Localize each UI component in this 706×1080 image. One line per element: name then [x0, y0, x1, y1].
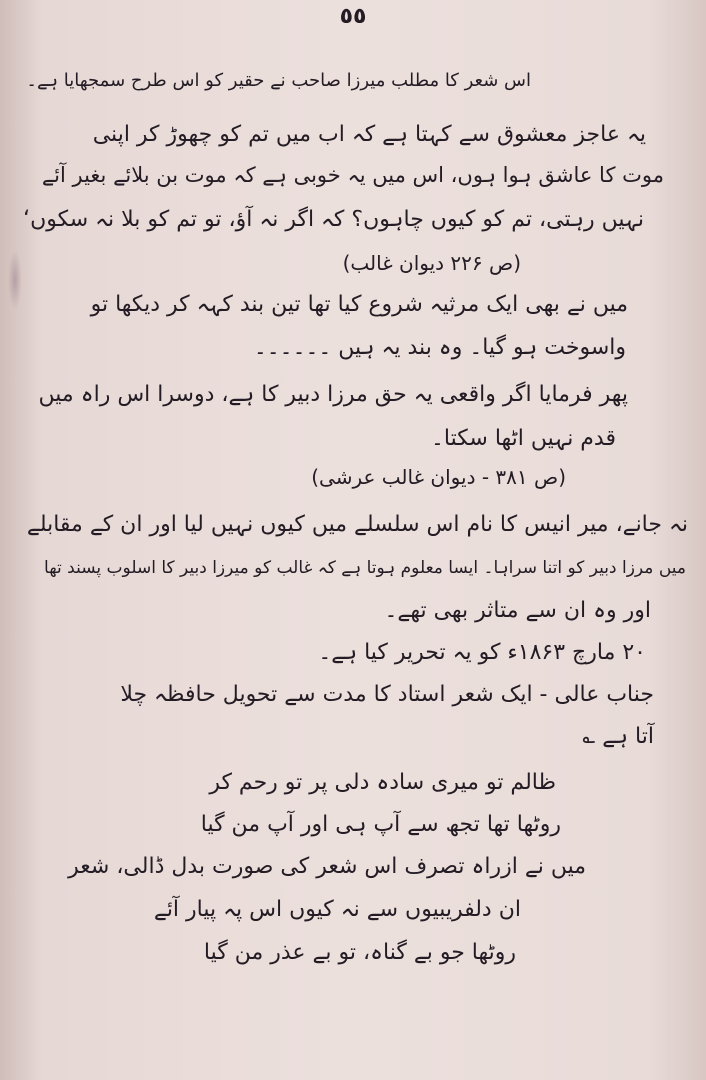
text-line: میں نے ازراہ تصرف اس شعر کی صورت بدل ڈالی، شعر [68, 854, 586, 879]
text-line: یہ عاجز معشوق سے کہتا ہے کہ اب میں تم کو چھوڑ کر اپنی [92, 122, 646, 147]
text-line: قدم نہیں اٹھا سکتا۔ [431, 426, 616, 451]
verse-line: روٹھا تھا تجھ سے آپ ہی اور آپ من گیا [200, 812, 561, 837]
text-line: نہ جانے، میر انیس کا نام اس سلسلے میں کیوں نہیں لیا اور ان کے مقابلے [26, 512, 688, 537]
text-line: موت کا عاشق ہوا ہوں، اس میں یہ خوبی ہے کہ موت بن بلائے بغیر آئے [41, 163, 664, 187]
citation: (ص ۲۲۶ دیوان غالب) [342, 251, 521, 275]
text-line: پھر فرمایا اگر واقعی یہ حق مرزا دبیر کا ہے، دوسرا اس راہ میں [38, 382, 628, 407]
citation: (ص ۳۸۱ - دیوان غالب عرشی) [311, 465, 566, 489]
text-line: واسوخت ہو گیا۔ وہ بند یہ ہیں ۔۔۔۔۔۔ [253, 335, 626, 360]
text-line: ۲۰ مارچ ۱۸۶۳ء کو یہ تحریر کیا ہے۔ [318, 640, 646, 665]
text-line: نہیں رہتی، تم کو کیوں چاہوں؟ کہ اگر نہ آؤ، تو تم کو بلا نہ سکوں‘ [23, 207, 644, 232]
text-line: اور وہ ان سے متاثر بھی تھے۔ [384, 598, 651, 623]
text-line: جناب عالی - ایک شعر استاد کا مدت سے تحویل حافظہ چلا [120, 682, 654, 707]
verse-line: ظالم تو میری سادہ دلی پر تو رحم کر [209, 770, 556, 795]
page-number: ٥٥ [339, 4, 367, 29]
text-line: میں نے بھی ایک مرثیہ شروع کیا تھا تین بند کہہ کر دیکھا تو [90, 292, 628, 317]
verse-line: روٹھا جو بے گناہ، تو بے عذر من گیا [203, 940, 516, 965]
verse-line: ان دلفریبیوں سے نہ کیوں اس پہ پیار آئے [153, 897, 521, 922]
text-line: اس شعر کا مطلب میرزا صاحب نے حقیر کو اس طرح سمجھایا ہے۔ [26, 70, 531, 91]
margin-stain [8, 250, 22, 310]
text-line: آتا ہے ؎ [582, 724, 654, 749]
text-line: میں مرزا دبیر کو اتنا سراہا۔ ایسا معلوم ہوتا ہے کہ غالب کو میرزا دبیر کا اسلوب پسند تھا [44, 558, 686, 578]
